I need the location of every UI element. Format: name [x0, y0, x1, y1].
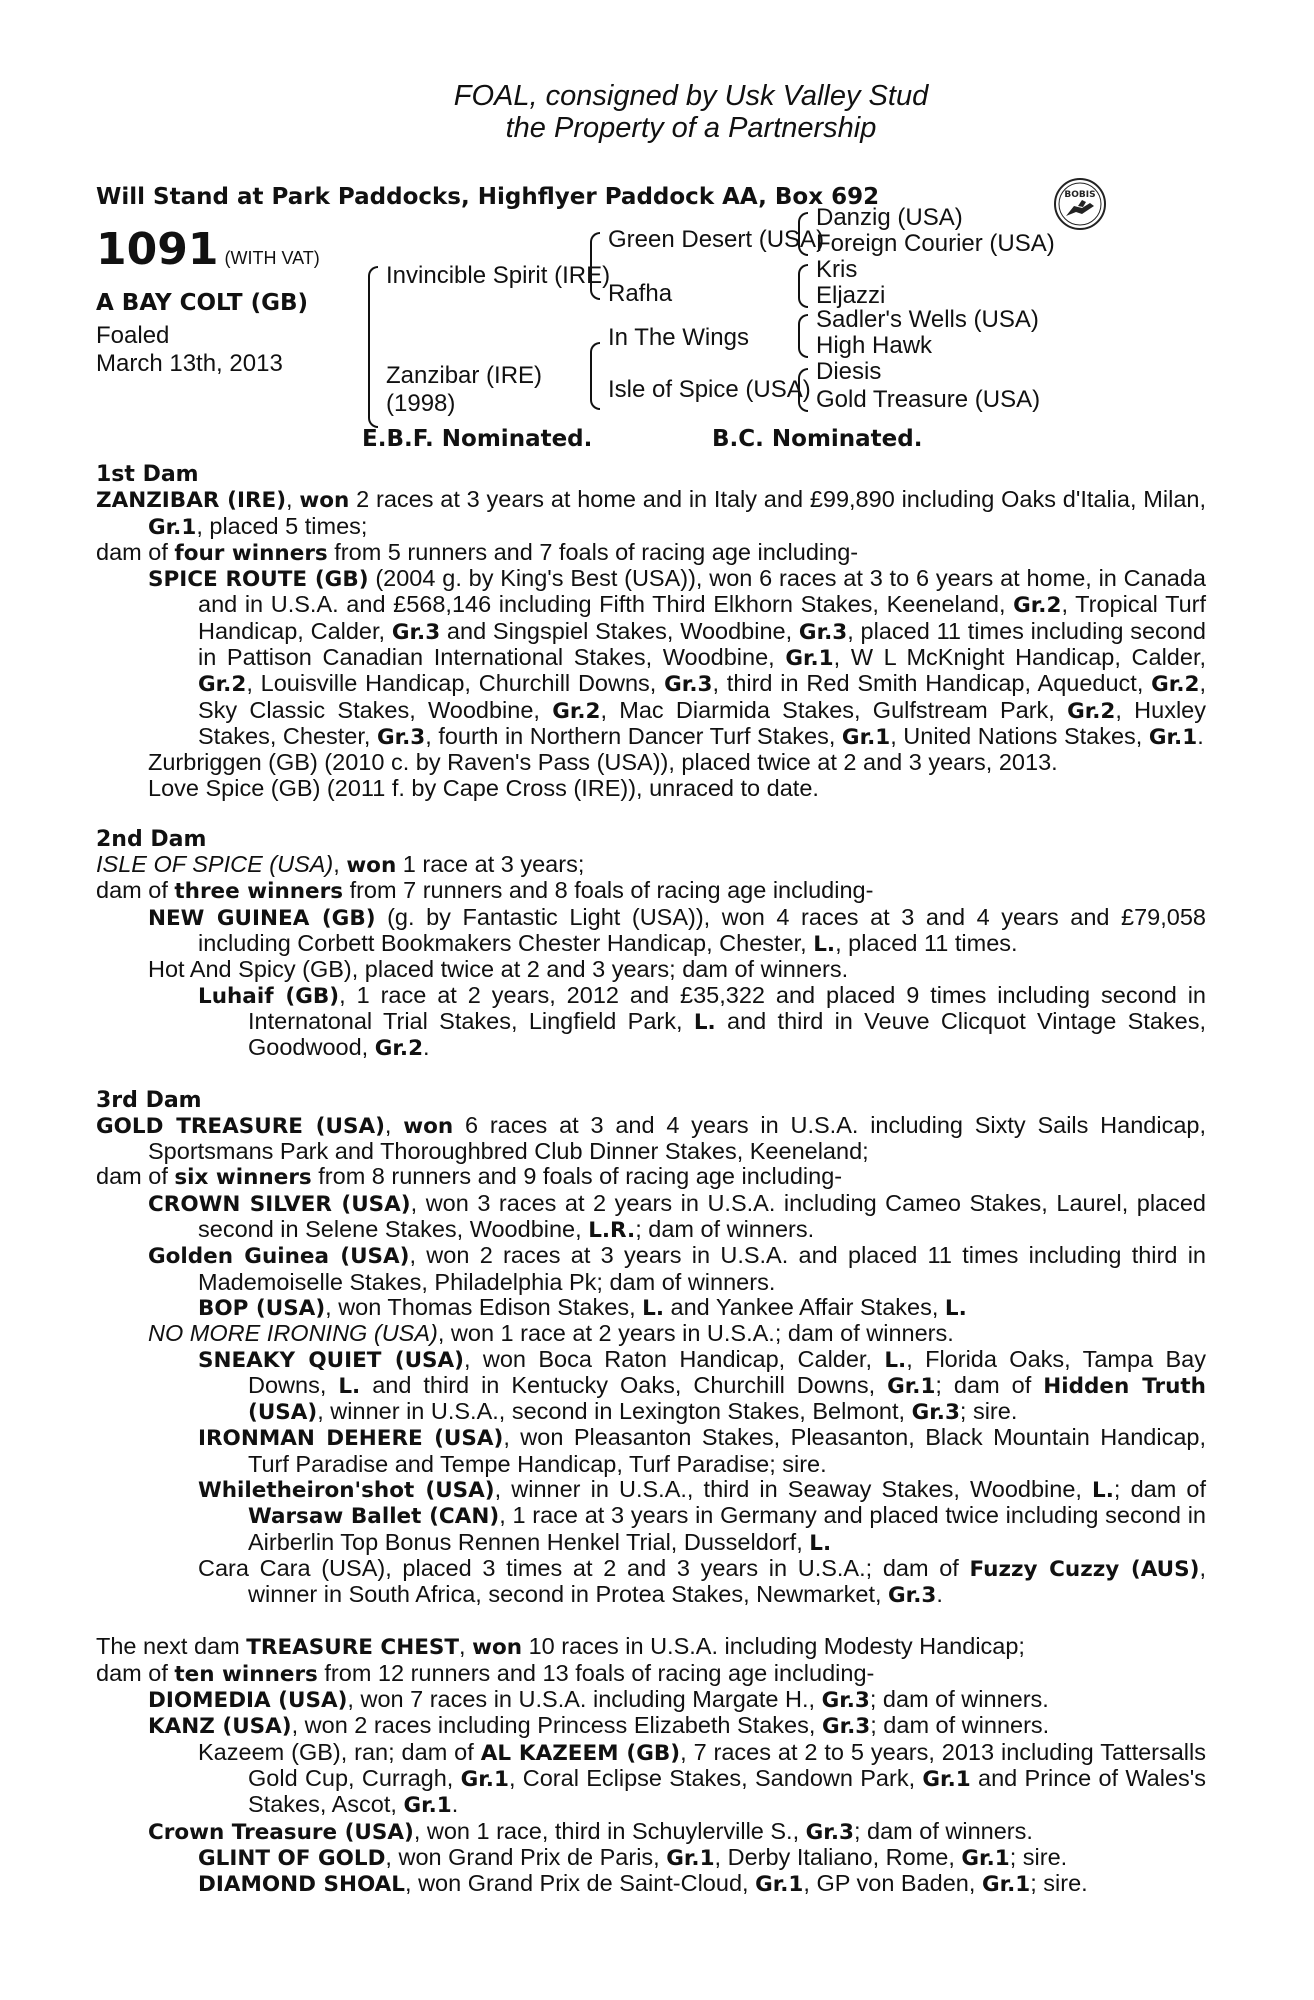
record-text: , placed 5 times;: [196, 512, 368, 539]
entry-text: , winner in U.S.A., third in Seaway Stakes, Woodbine,: [494, 1475, 1093, 1502]
produce-text: from 8 runners and 9 foals of racing age including-: [311, 1163, 843, 1190]
entry-text: ; dam of winners.: [870, 1712, 1050, 1739]
grade-label: Gr.1: [755, 1872, 804, 1898]
entry-text: , won Thomas Edison Stakes,: [325, 1293, 643, 1320]
entry-text: , won Grand Prix de Paris,: [385, 1843, 667, 1870]
grade-label: Gr.1: [148, 514, 197, 540]
spice-route-entry: [96, 566, 1206, 750]
entry-text: , winner in U.S.A., second in Lexington Stakes, Belmont,: [317, 1398, 912, 1425]
won-label: won: [403, 1113, 454, 1139]
first-dam-section: [96, 462, 1206, 801]
entry-text: ; sire.: [959, 1398, 1018, 1425]
grade-label: L.: [338, 1373, 361, 1399]
entry-text: , won Grand Prix de Saint-Cloud,: [405, 1870, 756, 1897]
won-label: won: [472, 1635, 523, 1661]
record-text: 10 races in U.S.A. including Modesty Handicap;: [522, 1633, 1025, 1660]
horse-name: Fuzzy Cuzzy (AUS): [969, 1556, 1200, 1582]
horse-name: DIOMEDIA (USA): [148, 1688, 348, 1714]
dam-sire-sire: Sadler's Wells (USA): [816, 306, 1039, 333]
entry-text: .: [936, 1581, 943, 1608]
bobis-logo-text: BOBIS: [1064, 190, 1096, 200]
golden-guinea-entry: [96, 1243, 1206, 1295]
entry-text: (g. by Fantastic Light (USA)), won 4 races at 3 and 4 years and £79,058 including Corbett Bookmakers Chester Handicap, Chester,: [198, 903, 1206, 957]
grade-label: Gr.2: [198, 672, 247, 698]
grade-label: Gr.3: [911, 1400, 960, 1426]
horse-name: NEW GUINEA (GB): [148, 905, 376, 931]
dam-dam: Isle of Spice (USA): [608, 376, 811, 403]
entry-text: , Florida Oaks, Tampa Bay Downs,: [248, 1345, 1206, 1398]
produce-text: dam of: [96, 538, 175, 565]
winners-count: six winners: [174, 1165, 312, 1191]
diamond-shoal-entry: [96, 1871, 1206, 1897]
horse-name: SPICE ROUTE (GB): [148, 567, 369, 593]
sire: Invincible Spirit (IRE): [386, 262, 611, 289]
ebf-nominated: E.B.F. Nominated.: [362, 426, 593, 452]
entry-text: , Sky Classic Stakes, Woodbine,: [198, 670, 1206, 723]
won-label: won: [299, 488, 350, 514]
bc-nominated: B.C. Nominated.: [712, 426, 923, 452]
brace-sire-line: [590, 232, 600, 300]
second-dam-section: [96, 827, 1206, 1062]
second-dam-heading: 2nd Dam: [96, 826, 207, 852]
entry-text: ; dam of winners.: [635, 1216, 815, 1243]
pedigree-block: [96, 204, 1206, 452]
record-text: ,: [459, 1633, 473, 1660]
entry-text: Kazeem (GB), ran; dam of: [198, 1738, 481, 1765]
grade-label: Gr.3: [376, 724, 426, 750]
stand-location: Will Stand at Park Paddocks, Highflyer Paddock AA, Box 692: [96, 184, 880, 210]
grade-label: Gr.1: [785, 646, 834, 672]
entry-text: , placed 11 times including second in Pattison Canadian International Stakes, Woodbine,: [198, 617, 1206, 671]
horse-name: GLINT OF GOLD: [198, 1845, 386, 1871]
hot-and-spicy-entry: Hot And Spicy (GB), placed twice at 2 and 3 years; dam of winners.: [148, 956, 849, 983]
produce-text: dam of: [96, 877, 175, 904]
entry-text: , GP von Baden,: [803, 1870, 982, 1897]
bop-entry: [96, 1295, 1206, 1321]
sire-dam-dam: Eljazzi: [816, 282, 886, 309]
record-text: 1 race at 3 years;: [396, 851, 585, 878]
stand-row: [96, 184, 1206, 224]
grade-label: Gr.1: [666, 1845, 715, 1871]
grade-label: Gr.3: [391, 619, 441, 645]
sneaky-quiet-entry: [96, 1347, 1206, 1426]
dam-sire-dam: High Hawk: [816, 332, 933, 359]
horse-name: Golden Guinea (USA): [148, 1244, 410, 1270]
grade-label: Gr.1: [961, 1845, 1010, 1871]
grade-label: Gr.1: [1148, 724, 1198, 750]
produce-text: dam of: [96, 1659, 175, 1686]
entry-text: , Mac Diarmida Stakes, Gulfstream Park,: [600, 696, 1068, 723]
brace-ss: [798, 212, 808, 256]
brace-gen1: [368, 266, 378, 428]
grade-label: Gr.3: [805, 1819, 854, 1845]
entry-text: , placed 11 times.: [835, 930, 1018, 957]
brace-dam-line: [590, 342, 600, 410]
grade-label: L.: [642, 1295, 665, 1321]
consignor-line: FOAL, consigned by Usk Valley Stud: [453, 80, 929, 112]
second-dam-record: ISLE OF SPICE (USA), won 1 race at 3 years;: [96, 851, 585, 879]
horse-name: IRONMAN DEHERE (USA): [198, 1426, 504, 1452]
entry-text: , Coral Eclipse Stakes, Sandown Park,: [508, 1764, 923, 1791]
third-dam-section: [96, 1088, 1206, 1609]
entry-text: , won 3 races at 2 years in U.S.A. including Cameo Stakes, Laurel, placed second in Selene Stakes, Woodbine,: [198, 1189, 1206, 1243]
horse-name: AL KAZEEM (GB): [480, 1740, 681, 1766]
entry-text: , winner in South Africa, second in Protea Stakes, Newmarket,: [248, 1554, 1206, 1608]
entry-text: , Louisville Handicap, Churchill Downs,: [246, 670, 665, 697]
grade-label: Gr.2: [374, 1036, 424, 1062]
entry-text: and Prince of Wales's Stakes, Ascot,: [248, 1764, 1206, 1818]
entry-text: , won Pleasanton Stakes, Pleasanton, Black Mountain Handicap, Turf Paradise and Tempe Handicap, Turf Paradise; sire.: [248, 1424, 1207, 1477]
vat-note: (WITH VAT): [224, 248, 320, 268]
horse-name: Hidden Truth (USA): [248, 1373, 1206, 1426]
entry-text: , won 2 races including Princess Elizabeth Stakes,: [291, 1712, 822, 1739]
grade-label: Gr.1: [841, 724, 891, 750]
entry-text: ; dam of: [935, 1371, 1044, 1398]
lot-number: 1091: [96, 224, 219, 275]
entry-text: , won 1 race, third in Schuylerville S.,: [413, 1817, 806, 1844]
grade-label: Gr.2: [1067, 698, 1116, 724]
third-dam-name: GOLD TREASURE (USA): [96, 1113, 385, 1139]
entry-text: ; sire.: [1009, 1843, 1068, 1870]
entry-text: , W L McKnight Handicap, Calder,: [833, 644, 1207, 671]
third-dam-heading: 3rd Dam: [96, 1087, 202, 1113]
foaled-info: [96, 322, 283, 378]
catalogue-page: [96, 0, 1206, 1897]
winners-count: ten winners: [174, 1661, 318, 1687]
entry-text: ; dam of winners.: [869, 1686, 1049, 1713]
luhaif-entry: [96, 983, 1206, 1062]
entry-text: .: [451, 1791, 459, 1818]
entry-text: ; dam of: [1113, 1475, 1206, 1502]
winners-count: four winners: [174, 540, 328, 566]
entry-text: , 1 race at 3 years in Germany and placed twice including second in Airberlin Top Bonus Rennen Henkel Trial, Dusseldorf,: [248, 1502, 1206, 1555]
horse-name: Warsaw Ballet (CAN): [248, 1504, 500, 1530]
first-dam-record: ZANZIBAR (IRE), won 2 races at 3 years at home and in Italy and £99,890 including Oaks d'Italia, Milan, Gr.1, placed 5 times;: [96, 486, 1206, 540]
brace-dd: [798, 368, 808, 412]
dam: Zanzibar (IRE): [386, 362, 543, 389]
grade-label: Gr.3: [821, 1714, 871, 1740]
sire-dam-sire: Kris: [816, 256, 858, 283]
first-dam-heading: 1st Dam: [96, 462, 199, 487]
new-guinea-entry: [96, 905, 1206, 958]
sire-dam: Rafha: [608, 280, 673, 307]
entry-text: , Derby Italiano, Rome,: [714, 1843, 962, 1870]
grade-label: L.: [884, 1347, 907, 1373]
grade-label: L.: [809, 1530, 832, 1556]
horse-name: SNEAKY QUIET (USA): [198, 1347, 464, 1373]
entry-text: , 1 race at 2 years, 2012 and £35,322 and placed 9 times including second in Internatonal Trial Stakes, Lingfield Park,: [248, 981, 1206, 1034]
brace-ds: [798, 314, 808, 358]
whiletheironshot-entry: [96, 1477, 1206, 1556]
grade-label: Gr.3: [888, 1583, 937, 1609]
winners-count: three winners: [174, 879, 344, 905]
produce-text: from 7 runners and 8 foals of racing age including-: [343, 877, 874, 904]
grade-label: Gr.1: [460, 1766, 509, 1792]
dam-dam-sire: Diesis: [816, 358, 882, 385]
entry-text: , won 1 race at 2 years in U.S.A.; dam of winners.: [437, 1320, 954, 1347]
property-line: the Property of a Partnership: [505, 112, 877, 144]
next-dam-produce: [96, 1661, 1206, 1687]
lot-title: A BAY COLT (GB): [96, 290, 309, 316]
entry-text: .: [423, 1034, 430, 1061]
grade-label: Gr.3: [821, 1688, 870, 1714]
entry-text: , won Boca Raton Handicap, Calder,: [464, 1345, 885, 1372]
grade-label: L.R.: [588, 1218, 636, 1244]
won-label: won: [346, 853, 397, 879]
sire-sire: Green Desert (USA): [608, 226, 825, 253]
foaled-date: March 13th, 2013: [96, 350, 283, 377]
crown-silver-entry: [96, 1191, 1206, 1244]
horse-name: DIAMOND SHOAL: [198, 1872, 406, 1898]
entry-text: and Yankee Affair Stakes,: [664, 1293, 945, 1320]
third-dam-record: GOLD TREASURE (USA), won 6 races at 3 and 4 years in U.S.A. including Sixty Sails Handicap, Sportsmans Park and Thoroughbred Club Dinner Stakes, Keeneland;: [96, 1111, 1206, 1165]
next-dam-record: [96, 1634, 1206, 1660]
foaled-label: Foaled: [96, 322, 170, 349]
entry-text: , won 2 races at 3 years in U.S.A. and placed 11 times including third in Mademoiselle Stakes, Philadelphia Pk; dam of winners.: [198, 1242, 1206, 1295]
first-dam-produce: [96, 540, 1206, 566]
entry-text: and third in Veuve Clicquot Vintage Stakes, Goodwood,: [248, 1007, 1207, 1061]
produce-text: dam of: [96, 1163, 175, 1190]
horse-name: Whiletheiron'shot (USA): [198, 1477, 495, 1503]
crown-treasure-entry: [96, 1819, 1206, 1845]
entry-text: .: [1197, 722, 1204, 749]
entry-text: , United Nations Stakes,: [890, 722, 1149, 749]
cara-cara-entry: [96, 1556, 1206, 1609]
grade-label: Gr.1: [981, 1872, 1031, 1898]
entry-text: ; dam of winners.: [853, 1817, 1033, 1844]
first-dam-name: ZANZIBAR (IRE): [96, 488, 287, 514]
grade-label: Gr.2: [1151, 672, 1200, 698]
next-dam-section: [96, 1634, 1206, 1897]
brace-sd: [798, 264, 808, 308]
horse-name: BOP (USA): [198, 1295, 326, 1321]
diomedia-entry: [96, 1687, 1206, 1713]
second-dam-produce: [96, 878, 1206, 904]
entry-text: , Huxley Stakes, Chester,: [198, 696, 1206, 749]
entry-text: , 7 races at 2 to 5 years, 2013 including Tattersalls Gold Cup, Curragh,: [248, 1738, 1207, 1791]
second-dam-name: ISLE OF SPICE (USA): [96, 851, 334, 878]
horse-name: Crown Treasure (USA): [148, 1819, 414, 1845]
third-dam-produce: [96, 1164, 1206, 1190]
dam-dam-dam: Gold Treasure (USA): [816, 386, 1041, 413]
ironman-dehere-entry: [96, 1425, 1206, 1477]
zurbriggen-entry: Zurbriggen (GB) (2010 c. by Raven's Pass (USA)), placed twice at 2 and 3 years, 2013.: [148, 749, 1058, 776]
entry-text: , won 7 races in U.S.A. including Margate H.,: [347, 1686, 822, 1713]
horse-name: Luhaif (GB): [198, 983, 340, 1009]
no-more-ironing-entry: [96, 1321, 1206, 1346]
produce-text: from 12 runners and 13 foals of racing age including-: [317, 1659, 875, 1686]
horse-name: KANZ (USA): [148, 1714, 292, 1740]
entry-text: and third in Kentucky Oaks, Churchill Downs,: [360, 1371, 888, 1398]
produce-text: from 5 runners and 7 foals of racing age including-: [327, 538, 859, 565]
grade-label: Gr.2: [1013, 593, 1062, 619]
grade-label: L.: [944, 1295, 967, 1321]
sire-sire-sire: Danzig (USA): [816, 204, 963, 231]
grade-label: Gr.2: [552, 698, 601, 724]
entry-text: (2004 g. by King's Best (USA)), won 6 races at 3 to 6 years at home, in Canada and in U.S.A. and £568,146 including Fifth Third Elkhorn Stakes, Keeneland,: [198, 565, 1206, 618]
grade-label: Gr.3: [798, 619, 848, 645]
record-text: The next dam: [96, 1633, 247, 1660]
lot-heading: [96, 224, 320, 275]
record-text: 6 races at 3 and 4 years in U.S.A. including Sixty Sails Handicap, Sportsmans Park and Thoroughbred Club Dinner Stakes, Keeneland;: [148, 1111, 1206, 1165]
kanz-entry: [96, 1713, 1206, 1739]
record-text: 2 races at 3 years at home and in Italy and £99,890 including Oaks d'Italia, Milan,: [349, 486, 1206, 513]
consignor-header: [96, 80, 1206, 144]
grade-label: Gr.1: [922, 1766, 971, 1792]
grade-label: L.: [693, 1009, 716, 1035]
horse-name: CROWN SILVER (USA): [148, 1191, 411, 1217]
glint-of-gold-entry: [96, 1845, 1206, 1871]
next-dam-name: TREASURE CHEST: [246, 1635, 460, 1661]
love-spice-entry: Love Spice (GB) (2011 f. by Cape Cross (IRE)), unraced to date.: [148, 774, 819, 801]
sire-sire-dam: Foreign Courier (USA): [816, 230, 1055, 257]
grade-label: L.: [1092, 1477, 1114, 1503]
entry-text: Cara Cara (USA), placed 3 times at 2 and 3 years in U.S.A.; dam of: [198, 1554, 970, 1581]
entry-text: , fourth in Northern Dancer Turf Stakes,: [425, 722, 842, 749]
grade-label: Gr.3: [664, 672, 713, 698]
dam-year: (1998): [386, 390, 456, 417]
horse-name: NO MORE IRONING (USA): [148, 1320, 438, 1347]
kazeem-entry: [96, 1740, 1206, 1819]
entry-text: and Singspiel Stakes, Woodbine,: [440, 617, 799, 644]
grade-label: Gr.1: [403, 1793, 452, 1819]
dam-sire: In The Wings: [608, 324, 749, 351]
entry-text: , third in Red Smith Handicap, Aqueduct,: [712, 670, 1152, 697]
entry-text: , Tropical Turf Handicap, Calder,: [198, 591, 1206, 644]
entry-text: ; sire.: [1030, 1870, 1088, 1897]
grade-label: Gr.1: [887, 1373, 936, 1399]
grade-label: L.: [813, 932, 836, 958]
